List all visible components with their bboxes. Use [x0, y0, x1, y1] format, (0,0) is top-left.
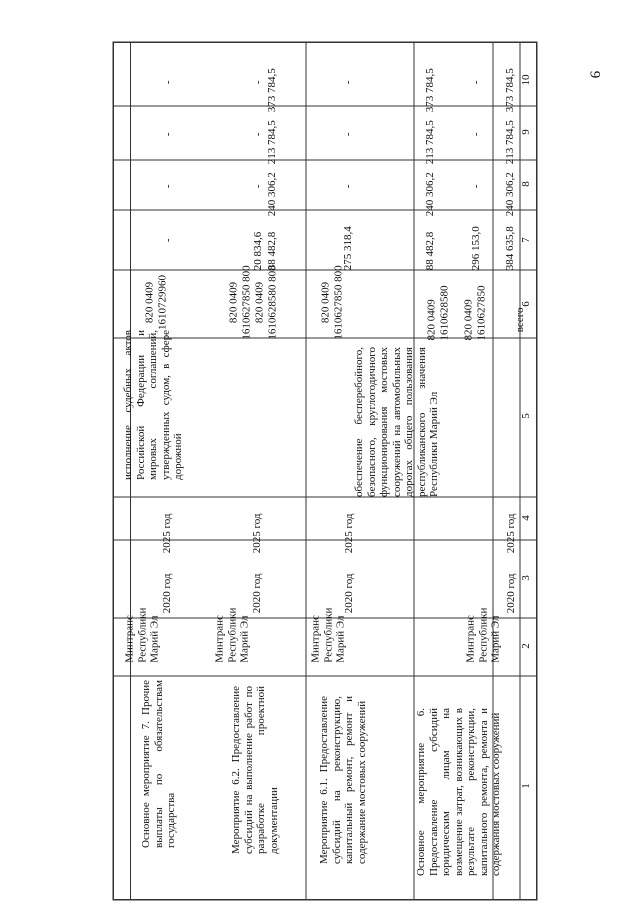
- header-cell-6: 6: [520, 301, 532, 307]
- row3-c4: 2025 год: [250, 513, 263, 554]
- row1-c6b: 820 0409 1610627850: [462, 285, 487, 341]
- row1-c10c: 373 784,5: [423, 68, 436, 113]
- row3-c9a: -: [251, 132, 264, 137]
- row4-c10a: -: [161, 80, 174, 85]
- row3-c1: Мероприятие 6.2. Предоставление субсидий на выполнение работ по разработке проектной документации: [230, 686, 280, 854]
- row1-c8b: -: [469, 184, 482, 189]
- header-cell-9: 9: [520, 129, 532, 135]
- row1-c7c: 88 482,8: [423, 231, 436, 271]
- row1-c1: Основное мероприятие 6. Предоставление субсидий юридическим лицам на возмещение затрат, возникающих в результате реконструкции, капитального ремонта, ремонта и содержания мостовых сооружений: [415, 708, 502, 876]
- row3-c10a: -: [251, 80, 264, 85]
- row1-c9c: 213 784,5: [423, 120, 436, 165]
- header-cell-3: 3: [520, 575, 532, 581]
- row2-c7a: 275 318,4: [341, 226, 354, 271]
- header-cell-10: 10: [520, 74, 532, 86]
- row3-c7a: 20 834,6: [251, 231, 264, 271]
- row2-c10a: -: [341, 80, 354, 85]
- header-cell-4: 4: [520, 515, 532, 521]
- row4-c5: исполнение судебных актов Российской Федерации и мировых соглашений, утвержденных судом, в сфере дорожной: [122, 330, 184, 480]
- row1-c8c: 240 306,2: [423, 172, 436, 217]
- row4-c9a: -: [161, 132, 174, 137]
- row3-c8a: -: [251, 184, 264, 189]
- header-cell-5: 5: [520, 413, 532, 419]
- row2-c6a: 820 0409 1610627850 800: [319, 265, 344, 340]
- row2-c9a: -: [341, 132, 354, 137]
- row2-c3: 2020 год: [342, 573, 355, 614]
- row1-c10b: -: [469, 80, 482, 85]
- row4-c4: 2025 год: [160, 513, 173, 554]
- row1-c2: Минтранс Республики Марий Эл: [464, 607, 502, 663]
- row4-c8a: -: [161, 184, 174, 189]
- row3-c6a: 820 0409 1610627850 800: [227, 265, 252, 340]
- row1-c9b: -: [469, 132, 482, 137]
- row4-c6a: 820 0409 1610729960: [143, 275, 168, 330]
- row2-c4: 2025 год: [342, 513, 355, 554]
- row1-c6c: 820 0409 1610628580: [425, 285, 450, 341]
- page-number: 9: [586, 70, 603, 79]
- row2-c1: Мероприятие 6.1. Предоставление субсидий на реконструкцию, капитальный ремонт, ремонт и содержание мостовых сооружений: [318, 696, 368, 864]
- row3-c2: Минтранс Республики Марий Эл: [213, 607, 251, 663]
- header-cell-8: 8: [520, 181, 532, 187]
- row2-c8a: -: [341, 184, 354, 189]
- row4-c3: 2020 год: [160, 573, 173, 614]
- row4-c7a: -: [161, 238, 174, 243]
- row2-c8b: 240 306,2: [265, 172, 278, 217]
- row2-c2: Минтранс Республики Марий Эл: [309, 607, 347, 663]
- row1-c7a: 384 635,8: [503, 226, 516, 271]
- row1-c7b: 296 153,0: [469, 226, 482, 271]
- row2-c9b: 213 784,5: [265, 120, 278, 165]
- header-cell-2: 2: [520, 643, 532, 649]
- row4-c1: Основное мероприятие 7. Прочие выплаты по обязательствам государства: [140, 680, 177, 848]
- row1-c4: 2025 год: [504, 513, 517, 554]
- row1-c3: 2020 год: [504, 573, 517, 614]
- row2-c10b: 373 784,5: [265, 68, 278, 113]
- header-cell-7: 7: [520, 237, 532, 243]
- row4-c2: Минтранс Республики Марий Эл: [123, 607, 161, 663]
- row1-c5: обеспечение бесперебойного, безопасного, круглогодичного функционирования мостовых сооружений на автомобильных дорогах общего пользования республиканского значения Республики Марий Эл: [353, 347, 440, 497]
- row1-c8a: 240 306,2: [503, 172, 516, 217]
- row2-c6b: 820 0409 1610628580 800: [253, 265, 278, 340]
- row1-c10a: 373 784,5: [503, 68, 516, 113]
- row2-c7b: 88 482,8: [265, 231, 278, 271]
- row1-c6a: всего: [513, 307, 526, 333]
- row1-c9a: 213 784,5: [503, 120, 516, 165]
- row3-c3: 2020 год: [250, 573, 263, 614]
- header-cell-1: 1: [520, 783, 532, 789]
